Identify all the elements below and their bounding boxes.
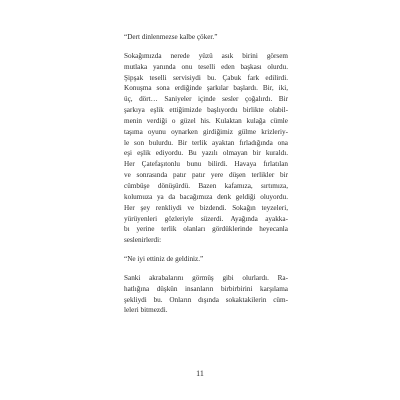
page-number: 11 bbox=[196, 369, 204, 378]
text-line: Sokağımızda nerede yüzü asık birini görsem bbox=[124, 51, 288, 60]
paragraph-quote-1 bbox=[114, 32, 288, 43]
paragraph-quote-2 bbox=[114, 254, 288, 265]
text-line: “Dert dinlenmezse kalbe çöker.” bbox=[124, 33, 218, 41]
paragraph-main bbox=[114, 51, 288, 246]
text-line: taşıma oyunu oynarken girdiğimiz gülme krizleriy- bbox=[124, 127, 288, 136]
text-line: le son bulurdu. Bir terlik ayaktan fırladığında ona bbox=[124, 138, 288, 147]
text-line: yürüyenleri gözleriyle süzerdi. Ayağında ayakka- bbox=[124, 214, 288, 223]
text-line: cümbüşe dönüşürdü. Bazen kafamıza, sırtımıza, bbox=[124, 181, 288, 190]
body-text bbox=[114, 32, 288, 316]
text-line: mutlaka yanında onu teselli eden başkası olurdu. bbox=[124, 62, 288, 71]
text-line: Konuşma sona erdiğinde şarkılar başlardı. Bir, iki, bbox=[124, 84, 288, 93]
text-line: kolumuza ya da bacağımıza denk geldiği oluyordu. bbox=[124, 192, 288, 201]
text-line: Şipşak teselli servisiydi bu. Çabuk fark edilirdi. bbox=[124, 73, 288, 82]
text-line: eşi eşlik ediyordu. Bu yazılı olmayan bir kuraldı. bbox=[124, 149, 288, 158]
text-line: üç, dört… Saniyeler içinde sesler çoğalırdı. Bir bbox=[124, 95, 288, 104]
text-line: hatlığına düşkün insanların birbirbirini karşılama bbox=[124, 284, 288, 293]
text-line: menin verdiği o güzel his. Kulaktan kulağa cümle bbox=[124, 116, 288, 125]
text-line: ve sonrasında patır patır yere düşen terlikler bir bbox=[124, 171, 288, 180]
text-line: Sanki akrabalarını görmüş gibi olurlardı. Ra- bbox=[124, 273, 288, 282]
text-line: Her Çatefaşıtonlu bunu bilirdi. Havaya fırlatılan bbox=[124, 160, 288, 169]
text-line: seslenirlerdi: bbox=[124, 236, 162, 245]
text-line: bı yerine terlik olanları gördüklerinde heyecanla bbox=[124, 225, 288, 234]
text-line: leleri bitmezdi. bbox=[124, 306, 168, 315]
text-line: Her şey renkliydi ve bizdendi. Sokağın teyzeleri, bbox=[124, 203, 288, 212]
text-line: şarkıya eşlik ettiğimizde başlıyordu birlikte olabil- bbox=[124, 106, 288, 115]
paragraph-closing bbox=[114, 273, 288, 316]
text-line: “Ne iyi ettiniz de geldiniz.” bbox=[124, 255, 204, 264]
text-line: şekliydi bu. Onların dışında sokaktakilerin cüm- bbox=[124, 295, 288, 304]
